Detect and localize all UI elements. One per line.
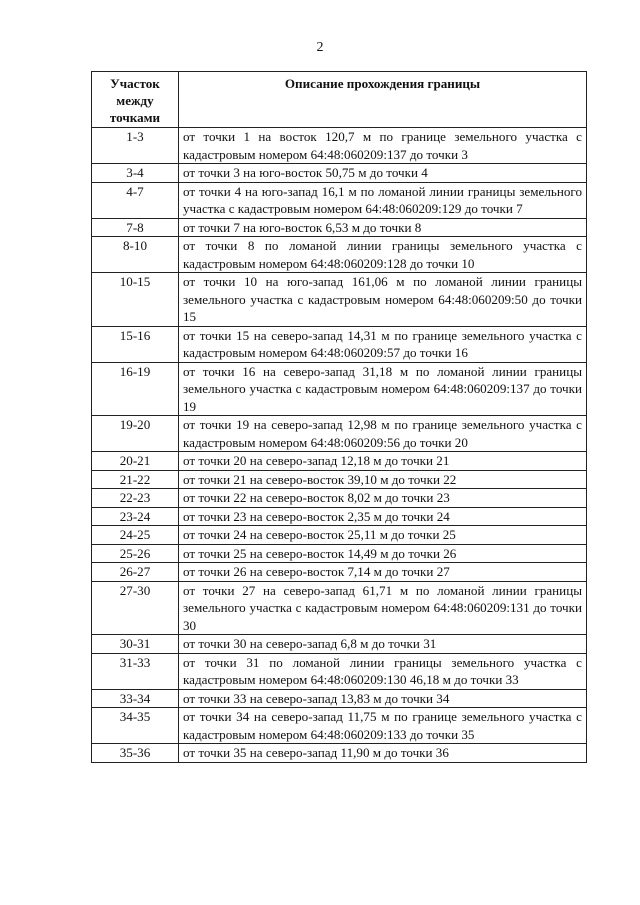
description-cell: от точки 16 на северо-запад 31,18 м по ломаной линии границы земельного участка с кадастровым номером 64:48:060209:137 до точки 19 — [179, 362, 587, 416]
table-row — [92, 689, 587, 708]
segment-header-line: точками — [109, 110, 161, 125]
description-cell: от точки 34 на северо-запад 11,75 м по границе земельного участка с кадастровым номером 64:48:060209:133 до точки 35 — [179, 708, 587, 744]
segment-cell: 10-15 — [92, 273, 179, 327]
segment-cell: 35-36 — [92, 744, 179, 763]
table-row — [92, 128, 587, 164]
segment-cell: 33-34 — [92, 689, 179, 708]
table-row — [92, 489, 587, 508]
description-cell: от точки 7 на юго-восток 6,53 м до точки 8 — [179, 218, 587, 237]
segment-cell: 7-8 — [92, 218, 179, 237]
table-row — [92, 744, 587, 763]
segment-cell: 30-31 — [92, 635, 179, 654]
segment-cell: 25-26 — [92, 544, 179, 563]
segment-cell: 34-35 — [92, 708, 179, 744]
table-row — [92, 526, 587, 545]
table-row — [92, 544, 587, 563]
description-cell: от точки 22 на северо-восток 8,02 м до точки 23 — [179, 489, 587, 508]
description-cell: от точки 15 на северо-запад 14,31 м по границе земельного участка с кадастровым номером 64:48:060209:57 до точки 16 — [179, 326, 587, 362]
table-row — [92, 708, 587, 744]
table-row — [92, 182, 587, 218]
table-row — [92, 326, 587, 362]
segment-cell: 24-25 — [92, 526, 179, 545]
segment-cell: 31-33 — [92, 653, 179, 689]
description-column-header: Описание прохождения границы — [179, 72, 587, 128]
table-row — [92, 273, 587, 327]
table-row — [92, 635, 587, 654]
segment-cell: 15-16 — [92, 326, 179, 362]
description-cell: от точки 23 на северо-восток 2,35 м до точки 24 — [179, 507, 587, 526]
description-cell: от точки 10 на юго-запад 161,06 м по ломаной линии границы земельного участка с кадастровым номером 64:48:060209:50 до точки 15 — [179, 273, 587, 327]
segment-cell: 23-24 — [92, 507, 179, 526]
table-row — [92, 653, 587, 689]
table-row — [92, 362, 587, 416]
segment-cell: 8-10 — [92, 237, 179, 273]
segment-header-line: между — [116, 93, 154, 108]
description-cell: от точки 25 на северо-восток 14,49 м до точки 26 — [179, 544, 587, 563]
description-cell: от точки 21 на северо-восток 39,10 м до точки 22 — [179, 470, 587, 489]
table-row — [92, 164, 587, 183]
segment-cell: 20-21 — [92, 452, 179, 471]
table-row — [92, 218, 587, 237]
description-cell: от точки 30 на северо-запад 6,8 м до точки 31 — [179, 635, 587, 654]
table-row — [92, 581, 587, 635]
description-cell: от точки 8 по ломаной линии границы земельного участка с кадастровым номером 64:48:060209:128 до точки 10 — [179, 237, 587, 273]
segment-header-line: Участок — [110, 76, 160, 91]
table-row — [92, 563, 587, 582]
description-cell: от точки 1 на восток 120,7 м по границе земельного участка с кадастровым номером 64:48:060209:137 до точки 3 — [179, 128, 587, 164]
segment-cell: 4-7 — [92, 182, 179, 218]
description-cell: от точки 27 на северо-запад 61,71 м по ломаной линии границы земельного участка с кадастровым номером 64:48:060209:131 до точки 30 — [179, 581, 587, 635]
table-row — [92, 507, 587, 526]
segment-cell: 21-22 — [92, 470, 179, 489]
segment-cell: 1-3 — [92, 128, 179, 164]
segment-cell: 26-27 — [92, 563, 179, 582]
description-cell: от точки 4 на юго-запад 16,1 м по ломаной линии границы земельного участка с кадастровым номером 64:48:060209:129 до точки 7 — [179, 182, 587, 218]
description-cell: от точки 26 на северо-восток 7,14 м до точки 27 — [179, 563, 587, 582]
segment-cell: 27-30 — [92, 581, 179, 635]
table-body — [92, 128, 587, 763]
description-cell: от точки 35 на северо-запад 11,90 м до точки 36 — [179, 744, 587, 763]
boundary-table — [91, 71, 587, 763]
page-number: 2 — [316, 40, 324, 55]
segment-column-header — [92, 72, 179, 128]
description-cell: от точки 20 на северо-запад 12,18 м до точки 21 — [179, 452, 587, 471]
table-row — [92, 470, 587, 489]
table-row — [92, 237, 587, 273]
segment-cell: 16-19 — [92, 362, 179, 416]
segment-cell: 19-20 — [92, 416, 179, 452]
segment-cell: 22-23 — [92, 489, 179, 508]
table-row — [92, 452, 587, 471]
description-cell: от точки 24 на северо-восток 25,11 м до точки 25 — [179, 526, 587, 545]
description-cell: от точки 31 по ломаной линии границы земельного участка с кадастровым номером 64:48:060209:130 46,18 м до точки 33 — [179, 653, 587, 689]
description-cell: от точки 3 на юго-восток 50,75 м до точки 4 — [179, 164, 587, 183]
description-cell: от точки 33 на северо-запад 13,83 м до точки 34 — [179, 689, 587, 708]
table-header-row — [92, 72, 587, 128]
segment-cell: 3-4 — [92, 164, 179, 183]
table-row — [92, 416, 587, 452]
description-cell: от точки 19 на северо-запад 12,98 м по границе земельного участка с кадастровым номером 64:48:060209:56 до точки 20 — [179, 416, 587, 452]
